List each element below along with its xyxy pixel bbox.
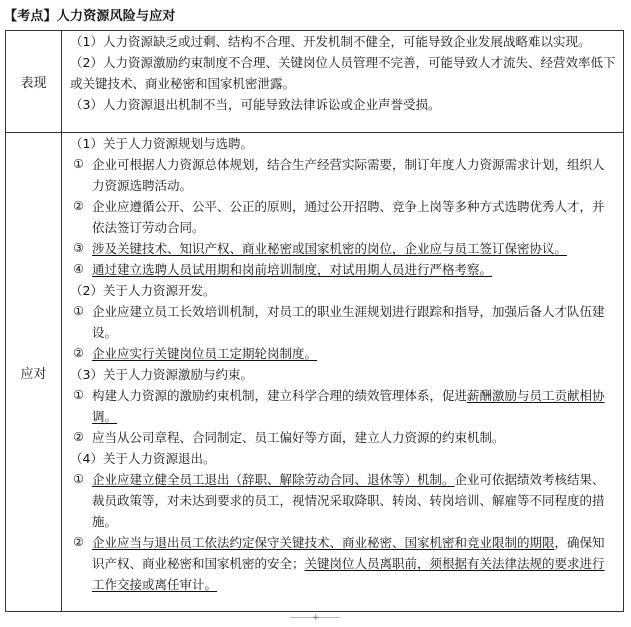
item-number: ③ [73, 241, 84, 255]
list-item [70, 259, 617, 280]
item-text: ，确保知识产权、商业秘密和国家机密的安全； [92, 535, 605, 571]
item-number: ② [73, 346, 84, 360]
item-text: ，通过公开招聘、竞争上岗等多种方式选聘优秀人才，并依法签订劳动合同。 [92, 199, 605, 235]
item-number: ② [73, 199, 84, 213]
group-heading: （4）关于人力资源退出。 [70, 451, 216, 466]
row-content-biaoxian [62, 31, 623, 132]
item-number: ① [73, 388, 84, 402]
underlined-text: 薪酬激励与员工贡献相协调。 [92, 388, 605, 424]
underlined-text: 企业应当与退出员工依法约定保守关键技术、商业秘密、国家机密和竞业限制的期限 [92, 535, 555, 550]
list-item [70, 469, 617, 532]
item-text: 应当从公司章程、合同制定、员工偏好等方面，建立人力资源的约束机制。 [92, 430, 505, 445]
list-item [70, 532, 617, 595]
item-number: ④ [73, 262, 84, 276]
list-item [70, 301, 617, 343]
item-text: 企业可依据绩效考核结果、裁员政策等，对未达到要求的员工，视情况采取降职、转岗、转岗培训、解雇等不同程度的措施。 [92, 472, 605, 529]
item-number: ② [73, 430, 84, 444]
group-heading: （1）关于人力资源规划与选聘。 [70, 136, 253, 151]
list-item [70, 427, 617, 448]
underlined-text: 企业应建立健全员工退出（辞职、解除劳动合同、退休等）机制。 [92, 472, 455, 487]
item-text: 构建人力资源的激励约束机制，建立科学合理的绩效管理体系，促进 [92, 388, 468, 403]
item-number: ② [73, 535, 84, 549]
row-label-yingdui: 应对 [6, 132, 62, 611]
underlined-text: 关键岗位人员离职前，须根据有关法律法规的要求进行工作交接或离任审计。 [92, 556, 605, 592]
group-heading: （3）关于人力资源激励与约束。 [70, 367, 253, 382]
risk-table [5, 30, 624, 612]
item-text: 企业可根据人力资源总体规划，结合生产经营实际需要， [92, 157, 405, 172]
section-title: 【考点】人力资源风险与应对 [4, 9, 176, 24]
plus-marker: + [312, 613, 320, 623]
item-number: ① [73, 157, 84, 171]
underlined-text: 企业应实行关键岗位员工定期轮岗制度。 [92, 346, 318, 361]
row-content-yingdui [62, 132, 623, 611]
group-heading: （2）关于人力资源开发。 [70, 283, 216, 298]
item-number: ① [73, 304, 84, 318]
list-item [70, 385, 617, 427]
item-number: ① [73, 472, 84, 486]
list-item [70, 196, 617, 238]
underlined-text: 通过建立选聘人员试用期和岗前培训制度，对试用期人员进行严格考察。 [92, 262, 493, 277]
biaoxian-line-2: （2）人力资源激励约束制度不合理、关键岗位人员管理不完善，可能导致人才流失、经营效率低下或关键技术、商业秘密和国家机密泄露。 [70, 55, 616, 91]
list-item [70, 154, 617, 196]
item-text: 制订年度人力资源需求计划，组织人力资源选聘活动。 [92, 157, 605, 193]
list-item [70, 343, 617, 364]
list-item [70, 238, 617, 259]
biaoxian-line-1: （1）人力资源缺乏或过剩、结构不合理、开发机制不健全，可能导致企业发展战略难以实现。 [70, 34, 591, 49]
biaoxian-line-3: （3）人力资源退出机制不当，可能导致法律诉讼或企业声誉受损。 [70, 97, 441, 112]
item-text: 企业应建立员工长效培训机制，对员工的职业生涯规划进行跟踪和指导，加强后备人才队伍建设。 [92, 304, 605, 340]
item-text: 企业应遵循公开、公平、公正的原则 [92, 199, 293, 214]
bottom-marker [290, 613, 340, 626]
underlined-text: 涉及关键技术、知识产权、商业秘密或国家机密的岗位，企业应与员工签订保密协议。 [92, 241, 568, 256]
row-label-biaoxian: 表现 [6, 31, 62, 132]
